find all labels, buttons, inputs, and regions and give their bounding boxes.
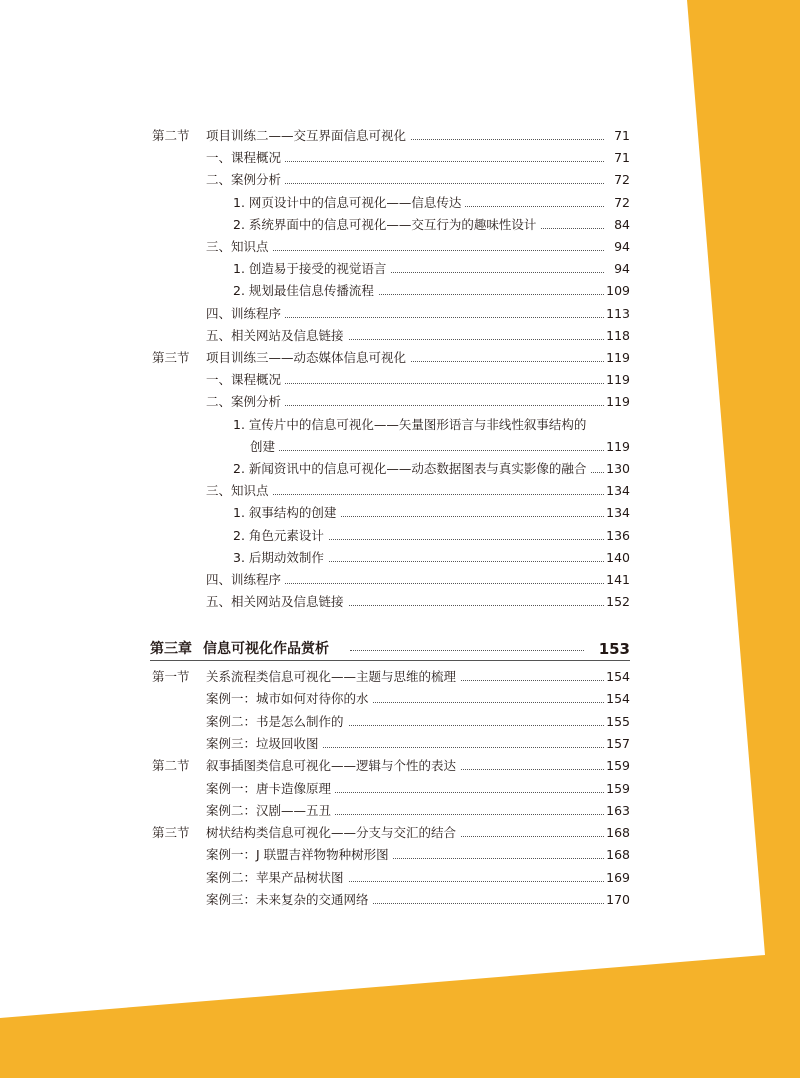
toc-entry-title: 2. 系统界面中的信息可视化——交互行为的趣味性设计	[233, 214, 540, 236]
toc-entry-title: 2. 角色元素设计	[233, 525, 328, 547]
toc-entry	[0, 547, 630, 569]
toc-entry	[0, 414, 630, 436]
toc-entry-title: 案例二：书是怎么制作的	[206, 711, 348, 733]
toc-entry	[0, 733, 630, 755]
toc-page-number: 152	[604, 591, 630, 613]
toc-page-number: 72	[612, 192, 630, 214]
toc-entry	[0, 867, 630, 889]
toc-entry	[0, 192, 630, 214]
toc-entry	[0, 688, 630, 710]
toc-entry-title: 1. 叙事结构的创建	[233, 502, 340, 524]
toc-entry	[0, 303, 630, 325]
toc-entry-title: 三、知识点	[206, 480, 273, 502]
toc-entry-title: 五、相关网站及信息链接	[206, 325, 348, 347]
toc-page-number: 163	[604, 800, 630, 822]
toc-entry	[0, 125, 630, 147]
toc-entry	[0, 458, 630, 480]
toc-entry-title: 3. 后期动效制作	[233, 547, 328, 569]
toc-entry	[0, 280, 630, 302]
chapter-page: 153	[598, 640, 630, 658]
toc-entry	[0, 369, 630, 391]
toc-entry-title: 四、训练程序	[206, 303, 285, 325]
toc-entry-title: 2. 新闻资讯中的信息可视化——动态数据图表与真实影像的融合	[233, 458, 590, 480]
toc-entry-title: 2. 规划最佳信息传播流程	[233, 280, 378, 302]
toc-page-number: 109	[604, 280, 630, 302]
toc-page-number: 71	[612, 125, 630, 147]
toc-entry	[0, 436, 630, 458]
toc-entry	[0, 755, 630, 777]
toc-entry-title: 创建	[250, 436, 279, 458]
toc-page-number: 159	[604, 755, 630, 777]
toc-entry-title: 案例一：J 联盟吉祥物物种树形图	[206, 844, 393, 866]
toc-entry-title: 案例一：唐卡造像原理	[206, 778, 335, 800]
toc-page-number: 94	[612, 258, 630, 280]
toc-leader-dots	[226, 494, 604, 495]
toc-entry-title: 项目训练三——动态媒体信息可视化	[206, 347, 410, 369]
toc-page-number: 84	[612, 214, 630, 236]
chapter-divider	[150, 660, 630, 661]
toc-entry-title: 1. 创造易于接受的视觉语言	[233, 258, 390, 280]
toc-page-number: 170	[604, 889, 630, 911]
toc-entry-title: 案例三：未来复杂的交通网络	[206, 889, 373, 911]
toc-entry-title: 案例二：汉剧——五丑	[206, 800, 335, 822]
toc-entry	[0, 214, 630, 236]
chapter-number: 第三章	[150, 641, 192, 657]
toc-page-number: 113	[604, 303, 630, 325]
toc-page-number: 154	[604, 688, 630, 710]
toc-page-number: 94	[612, 236, 630, 258]
toc-page-number: 118	[604, 325, 630, 347]
toc-entry-title: 案例三：垃圾回收图	[206, 733, 323, 755]
toc-page-number: 168	[604, 844, 630, 866]
toc-page-number: 154	[604, 666, 630, 688]
toc-entry-title: 一、课程概况	[206, 147, 285, 169]
toc-page-number: 168	[604, 822, 630, 844]
toc-entry	[0, 844, 630, 866]
toc-entry	[0, 591, 630, 613]
toc-entry-title: 五、相关网站及信息链接	[206, 591, 348, 613]
toc-entry-title: 1. 网页设计中的信息可视化——信息传达	[233, 192, 465, 214]
toc-entry-title: 二、案例分析	[206, 169, 285, 191]
toc-entry-title: 树状结构类信息可视化——分支与交汇的结合	[206, 822, 460, 844]
toc-entry-title: 案例二：苹果产品树状图	[206, 867, 348, 889]
toc-page-number: 119	[604, 347, 630, 369]
toc-page-number: 119	[604, 369, 630, 391]
toc-page-number: 134	[604, 502, 630, 524]
toc-section-label: 第三节	[152, 350, 190, 365]
toc-entry	[0, 347, 630, 369]
toc-entry-title: 一、课程概况	[206, 369, 285, 391]
toc-entry	[0, 236, 630, 258]
toc-entry-title: 项目训练二——交互界面信息可视化	[206, 125, 410, 147]
toc-entry	[0, 525, 630, 547]
toc-page-number: 157	[604, 733, 630, 755]
toc-entry	[0, 666, 630, 688]
toc-entry	[0, 480, 630, 502]
toc-entry-title: 关系流程类信息可视化——主题与思维的梳理	[206, 666, 460, 688]
toc-entry-title: 三、知识点	[206, 236, 273, 258]
toc-page-number: 136	[604, 525, 630, 547]
toc-entry-title: 叙事插图类信息可视化——逻辑与个性的表达	[206, 755, 460, 777]
toc-entry	[0, 147, 630, 169]
toc-page-number: 119	[604, 436, 630, 458]
toc-entry-title: 二、案例分析	[206, 391, 285, 413]
toc-page-number: 141	[604, 569, 630, 591]
toc-page-number: 134	[604, 480, 630, 502]
toc-leader-dots	[270, 450, 604, 451]
toc-entry	[0, 778, 630, 800]
toc-entry	[0, 391, 630, 413]
toc-entry	[0, 569, 630, 591]
toc-page-number: 140	[604, 547, 630, 569]
toc-page-number: 130	[604, 458, 630, 480]
toc-entry	[0, 711, 630, 733]
toc-section-label: 第三节	[152, 825, 190, 841]
toc-section-label: 第二节	[152, 128, 190, 143]
chapter-title: 信息可视化作品赏析	[203, 634, 335, 664]
toc-entry	[0, 258, 630, 280]
toc-page-number: 72	[612, 169, 630, 191]
chapter-leader-dots	[350, 650, 584, 651]
toc-section-label: 第二节	[152, 758, 190, 774]
toc-entry-title: 1. 宣传片中的信息可视化——矢量图形语言与非线性叙事结构的	[233, 414, 590, 436]
toc-leader-dots	[226, 250, 604, 251]
toc-page-number: 159	[604, 778, 630, 800]
toc-page-number: 155	[604, 711, 630, 733]
toc-page-number: 169	[604, 867, 630, 889]
toc-entry	[0, 169, 630, 191]
toc-entry	[0, 889, 630, 911]
toc-page-number: 119	[604, 391, 630, 413]
toc-section-label: 第一节	[152, 669, 190, 684]
toc-entry	[0, 822, 630, 844]
toc-entry-title: 案例一：城市如何对待你的水	[206, 688, 373, 710]
toc-page-number: 71	[612, 147, 630, 169]
toc-entry	[0, 325, 630, 347]
toc-entry	[0, 502, 630, 524]
toc-entry-title: 四、训练程序	[206, 569, 285, 591]
toc-entry	[0, 800, 630, 822]
